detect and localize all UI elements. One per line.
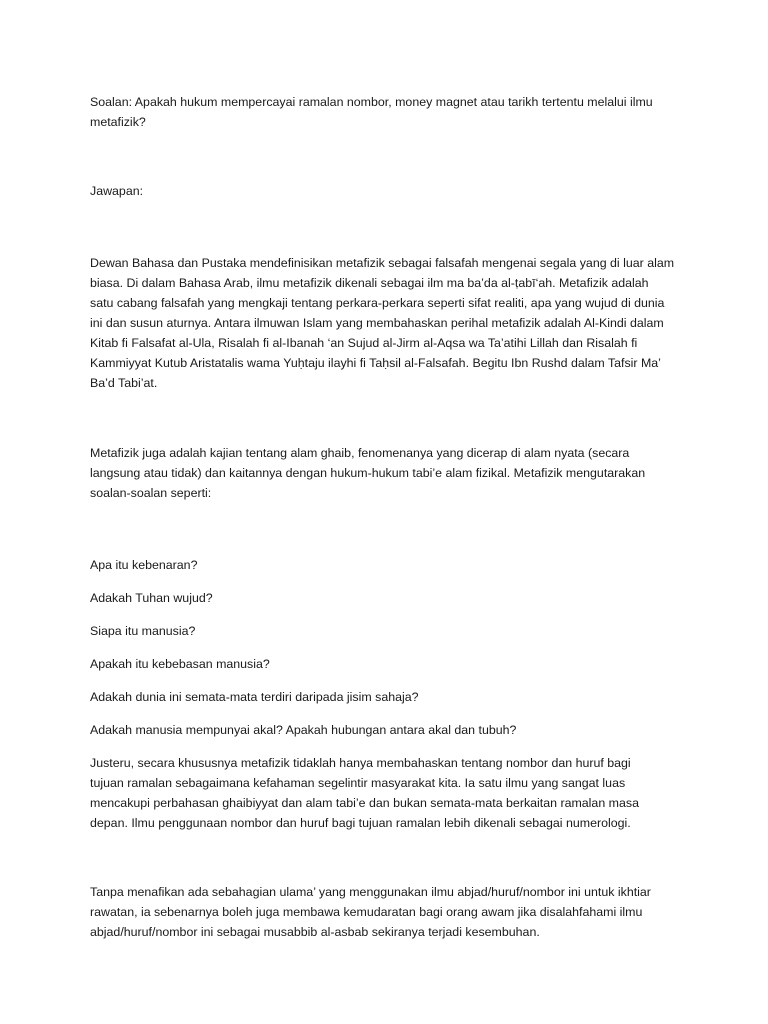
answer-label: Jawapan: — [90, 184, 144, 198]
paragraph-definition: Dewan Bahasa dan Pustaka mendefinisikan metafizik sebagai falsafah mengenai segala yang di luar alam biasa. Di dalam Bahasa Arab, ilmu metafizik dikenali sebagai ilm ma ba’da al-ṭabī‘ah. Metafizik adalah satu cabang falsafah yang mengkaji tentang perkara-perkara seperti sifat realiti, apa yang wujud di dunia ini dan susun aturnya. Antara ilmuwan Islam yang membahaskan perihal metafizik adalah Al-Kindi dalam Kitab fi Falsafat al-Ula, Risalah fi al-Ibanah ‘an Sujud al-Jirm al-Aqsa wa Ta’atihi Lillah dan Risalah fi Kammiyyat Kutub Aristatalis wama Yuḥtaju ilayhi fi Taḥsil al-Falsafah. Begitu Ibn Rushd dalam Tafsir Ma’ Ba’d Tabi’at. — [90, 256, 675, 390]
question-paragraph: Soalan: Apakah hukum mempercayai ramalan nombor, money magnet atau tarikh tertentu melalui ilmu metafizik? — [90, 95, 653, 129]
question-item: Adakah manusia mempunyai akal? Apakah hubungan antara akal dan tubuh? — [90, 723, 517, 737]
document-body — [90, 92, 690, 942]
question-item: Apa itu kebenaran? — [90, 558, 198, 572]
question-item: Siapa itu manusia? — [90, 624, 196, 638]
question-item: Adakah dunia ini semata-mata terdiri daripada jisim sahaja? — [90, 690, 419, 704]
paragraph-tanpa: Tanpa menafikan ada sebahagian ulama’ yang menggunakan ilmu abjad/huruf/nombor ini untuk ikhtiar rawatan, ia sebenarnya boleh juga membawa kemudaratan bagi orang awam jika disalahfahami ilmu abjad/huruf/nombor ini sebagai musabbib al-asbab sekiranya terjadi kesembuhan. — [90, 885, 651, 939]
question-item: Adakah Tuhan wujud? — [90, 591, 213, 605]
paragraph-ghaib: Metafizik juga adalah kajian tentang alam ghaib, fenomenanya yang dicerap di alam nyata (secara langsung atau tidak) dan kaitannya dengan hukum-hukum tabi’e alam fizikal. Metafizik mengutarakan soalan-soalan seperti: — [90, 446, 646, 500]
questions-list — [90, 555, 690, 740]
paragraph-justeru: Justeru, secara khususnya metafizik tidaklah hanya membahaskan tentang nombor dan huruf bagi tujuan ramalan sebagaimana kefahaman segelintir masyarakat kita. Ia satu ilmu yang sangat luas mencakupi perbahasan ghaibiyyat dan alam tabi’e dan bukan semata-mata berkaitan ramalan masa depan. Ilmu penggunaan nombor dan huruf bagi tujuan ramalan lebih dikenali sebagai numerologi. — [90, 756, 639, 830]
question-item: Apakah itu kebebasan manusia? — [90, 657, 270, 671]
